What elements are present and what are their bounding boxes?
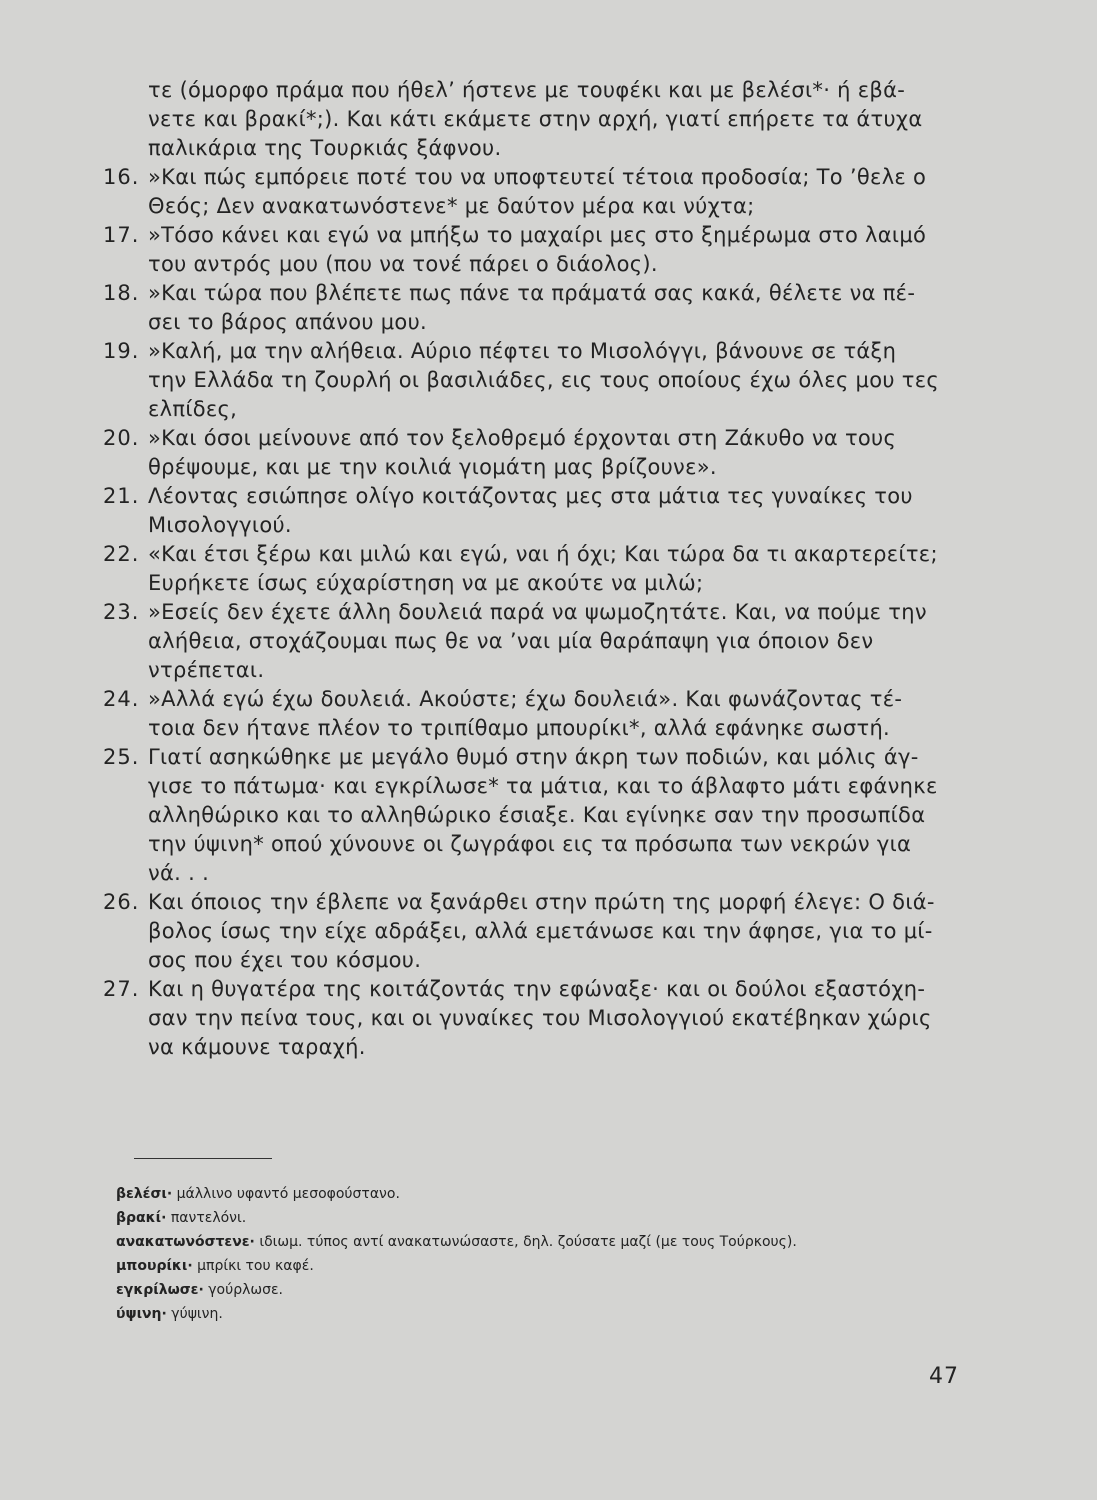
footnote-term: βρακί·	[116, 1210, 167, 1226]
footnote	[116, 1230, 966, 1254]
verse-text	[148, 424, 958, 482]
verse-19	[103, 337, 963, 424]
verse-line: ελπίδες,	[148, 397, 238, 421]
verse-line: »Και τώρα που βλέπετε πως πάνε τα πράματά σας κακά, θέλετε να πέ-	[148, 281, 916, 305]
verse-line: αλληθώρικο και το αλληθώρικο έσιαξε. Και εγίνηκε σαν την προσωπίδα	[148, 803, 926, 827]
verse-line: »Και πώς εμπόρειε ποτέ του να υποφτευτεί τέτοια προδοσία; Το ’θελε ο	[148, 165, 927, 189]
verse-line: αλήθεια, στοχάζουμαι πως θε να ’ναι μία θαράπαψη για όποιον δεν	[148, 629, 874, 653]
verse-line: Λέοντας εσιώπησε ολίγο κοιτάζοντας μες στα μάτια τες γυναίκες του	[148, 484, 913, 508]
verse-number: 26.	[103, 890, 140, 914]
footnote-term: βελέσι·	[116, 1186, 173, 1202]
footnote-definition: γούρλωσε.	[203, 1282, 283, 1298]
verse-20	[103, 424, 963, 482]
verse-21	[103, 482, 963, 540]
verse-line: σος που έχει του κόσμου.	[148, 948, 422, 972]
verse-line: Θεός; Δεν ανακατωνόστενε* με δαύτον μέρα και νύχτα;	[148, 194, 755, 218]
verse-line: »Καλή, μα την αλήθεια. Αύριο πέφτει το Μισολόγγι, βάνουνε σε τάξη	[148, 339, 897, 363]
verse-number: 24.	[103, 687, 140, 711]
verse-line: σαν την πείνα τους, και οι γυναίκες του Μισολογγιού εκατέβηκαν χώρις	[148, 1006, 932, 1030]
footnote	[116, 1254, 966, 1278]
intro-line: τε (όμορφο πράμα που ήθελ’ ήστενε με τουφέκι και με βελέσι*· ή εβά-	[148, 78, 906, 102]
verse-text	[148, 163, 958, 221]
verse-line: ντρέπεται.	[148, 658, 265, 682]
verse-line: Και η θυγατέρα της κοιτάζοντάς την εφώναξε· και οι δούλοι εξαστόχη-	[148, 977, 926, 1001]
verse-list	[103, 163, 963, 1062]
verse-25	[103, 743, 963, 888]
verse-line: Ευρήκετε ίσως εύχαρίστηση να με ακούτε να μιλώ;	[148, 571, 704, 595]
footnote	[116, 1182, 966, 1206]
verse-text	[148, 540, 958, 598]
verse-text	[148, 743, 958, 888]
intro-line: παλικάρια της Τουρκιάς ξάφνου.	[148, 136, 502, 160]
verse-24	[103, 685, 963, 743]
verse-line: Και όποιος την έβλεπε να ξανάρθει στην πρώτη της μορφή έλεγε: Ο διά-	[148, 890, 935, 914]
page-number: 47	[929, 1364, 959, 1389]
verse-line: »Εσείς δεν έχετε άλλη δουλειά παρά να ψωμοζητάτε. Και, να πούμε την	[148, 600, 927, 624]
verse-17	[103, 221, 963, 279]
verse-23	[103, 598, 963, 685]
verse-16	[103, 163, 963, 221]
verse-line: βολος ίσως την είχε αδράξει, αλλά εμετάνωσε και την άφησε, για το μί-	[148, 919, 933, 943]
verse-text	[148, 279, 958, 337]
verse-number: 22.	[103, 542, 140, 566]
verse-number: 20.	[103, 426, 140, 450]
footnote-term: εγκρίλωσε·	[116, 1282, 204, 1298]
verse-number: 16.	[103, 165, 140, 189]
verse-line: Μισολογγιού.	[148, 513, 292, 537]
verse-line: »Και όσοι μείνουνε από τον ξελοθρεμό έρχονται στη Ζάκυθο να τους	[148, 426, 897, 450]
verse-number: 25.	[103, 745, 140, 769]
verse-line: να κάμουνε ταραχή.	[148, 1035, 366, 1059]
verse-number: 18.	[103, 281, 140, 305]
footnote-term: ύψινη·	[116, 1306, 167, 1322]
verse-text	[148, 337, 958, 424]
verse-text	[148, 975, 958, 1062]
verse-line: γισε το πάτωμα· και εγκρίλωσε* τα μάτια, και το άβλαφτο μάτι εφάνηκε	[148, 774, 938, 798]
verse-26	[103, 888, 963, 975]
verse-text	[148, 888, 958, 975]
footnote-term: ανακατωνόστενε·	[116, 1234, 255, 1250]
verse-line: «Και έτσι ξέρω και μιλώ και εγώ, ναι ή όχι; Και τώρα δα τι ακαρτερείτε;	[148, 542, 938, 566]
verse-number: 17.	[103, 223, 140, 247]
verse-line: νά. . .	[148, 861, 210, 885]
verse-line: τοια δεν ήτανε πλέον το τριπίθαμο μπουρίκι*, αλλά εφάνηκε σωστή.	[148, 716, 891, 740]
footnote-definition: μπρίκι του καφέ.	[192, 1258, 314, 1274]
footnote-definition: ιδιωμ. τύπος αντί ανακατωνώσαστε, δηλ. ζούσατε μαζί (με τους Τούρκους).	[254, 1234, 797, 1250]
footnote	[116, 1278, 966, 1302]
verse-text	[148, 482, 958, 540]
verse-18	[103, 279, 963, 337]
verse-number: 27.	[103, 977, 140, 1001]
intro-paragraph	[148, 76, 948, 163]
footnotes	[116, 1182, 966, 1326]
verse-line: την ύψινη* οπού χύνουνε οι ζωγράφοι εις τα πρόσωπα των νεκρών για	[148, 832, 912, 856]
footnote-divider	[134, 1158, 272, 1159]
footnote	[116, 1302, 966, 1326]
verse-27	[103, 975, 963, 1062]
verse-line: του αντρός μου (που να τονέ πάρει ο διάολος).	[148, 252, 658, 276]
footnote-definition: γύψινη.	[166, 1306, 223, 1322]
footnote	[116, 1206, 966, 1230]
footnote-definition: παντελόνι.	[166, 1210, 247, 1226]
verse-number: 23.	[103, 600, 140, 624]
verse-text	[148, 598, 958, 685]
verse-22	[103, 540, 963, 598]
verse-line: »Τόσο κάνει και εγώ να μπήξω το μαχαίρι μες στο ξημέρωμα στο λαιμό	[148, 223, 927, 247]
verse-text	[148, 221, 958, 279]
verse-number: 21.	[103, 484, 140, 508]
verse-number: 19.	[103, 339, 140, 363]
verse-line: σει το βάρος απάνου μου.	[148, 310, 427, 334]
verse-line: Γιατί ασηκώθηκε με μεγάλο θυμό στην άκρη των ποδιών, και μόλις άγ-	[148, 745, 919, 769]
footnote-term: μπουρίκι·	[116, 1258, 193, 1274]
intro-line: νετε και βρακί*;). Και κάτι εκάμετε στην αρχή, γιατί επήρετε τα άτυχα	[148, 107, 923, 131]
footnote-definition: μάλλινο υφαντό μεσοφούστανο.	[172, 1186, 400, 1202]
verse-line: την Ελλάδα τη ζουρλή οι βασιλιάδες, εις τους οποίους έχω όλες μου τες	[148, 368, 939, 392]
verse-text	[148, 685, 958, 743]
verse-line: »Αλλά εγώ έχω δουλειά. Ακούστε; έχω δουλειά». Και φωνάζοντας τέ-	[148, 687, 903, 711]
verse-line: θρέψουμε, και με την κοιλιά γιομάτη μας βρίζουνε».	[148, 455, 717, 479]
